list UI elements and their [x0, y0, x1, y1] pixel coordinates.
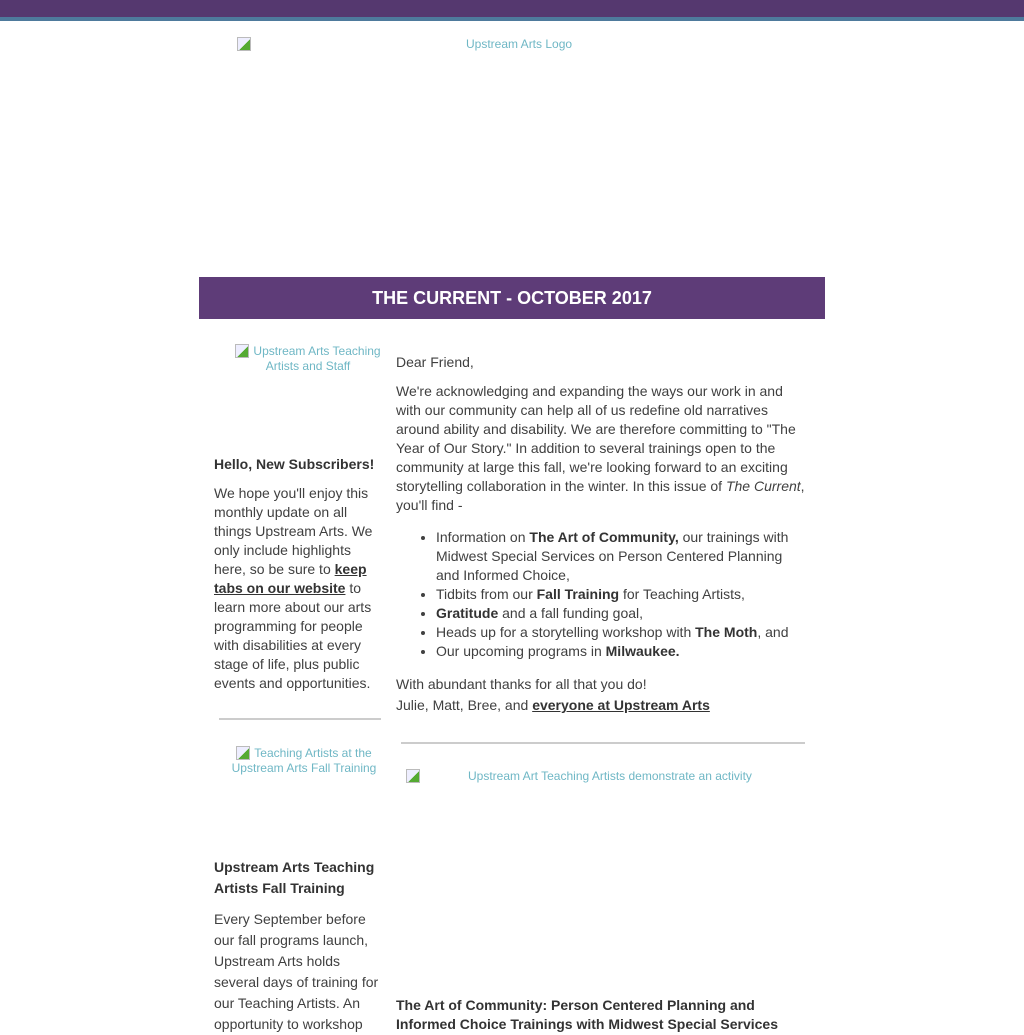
thanks-line: With abundant thanks for all that you do! [396, 676, 647, 692]
list-item: • Heads up for a storytelling workshop with The Moth, and [436, 623, 808, 642]
broken-image-icon [236, 746, 250, 760]
logo-image [237, 37, 787, 52]
fall-training-image [224, 746, 384, 776]
text: We're acknowledging and expanding the ways our work in and with our community can help all of us redefine old narratives around ability and disability. We are therefore committing to "The Year of Our Story." In addition to several trainings open to the community at large this fall, we're looking forward to an exciting storytelling collaboration in the winter. In this issue of [396, 383, 796, 494]
issue-contents-list [396, 528, 808, 661]
text: We hope you'll enjoy this monthly update on all things Upstream Arts. We only include highlights here, so be sure to [214, 485, 373, 577]
heading-new-subscribers: Hello, New Subscribers! [214, 456, 375, 472]
intro-paragraph [396, 382, 808, 515]
broken-image-icon [406, 769, 420, 783]
greeting: Dear Friend, [396, 354, 474, 370]
newsletter-banner: THE CURRENT - OCTOBER 2017 [199, 277, 825, 319]
broken-image-icon [235, 344, 249, 358]
subscriber-paragraph [214, 484, 384, 693]
fall-training-paragraph: Every September before our fall programs launch, Upstream Arts holds several days of training for our Teaching Artists. An opportunity to workshop [214, 911, 379, 1032]
text: , you'll find - [396, 478, 805, 513]
list-item: • Gratitude and a fall funding goal, [436, 604, 808, 623]
top-stripe [0, 17, 1024, 21]
upstream-arts-link[interactable]: everyone at Upstream Arts [532, 697, 710, 713]
signoff [396, 696, 710, 715]
heading-fall-training: Upstream Arts Teaching Artists Fall Training [214, 859, 375, 896]
list-item: • Tidbits from our Fall Training for Teaching Artists, [436, 585, 808, 604]
heading-art-of-community: The Art of Community: Person Centered Planning and Informed Choice Trainings with Midwest Special Services [396, 997, 778, 1032]
divider [401, 742, 805, 744]
divider [219, 718, 381, 720]
text: to learn more about our arts programming for people with disabilities at every stage of life, plus public events and opportunities. [214, 580, 372, 691]
image-alt-text: Upstream Arts Teaching Artists and Staff [253, 344, 381, 373]
broken-image-icon [237, 37, 251, 51]
text: Julie, Matt, Bree, and [396, 697, 533, 713]
image-alt-text: Teaching Artists at the Upstream Arts Fall Training [231, 746, 377, 775]
list-item: • Our upcoming programs in Milwaukee. [436, 642, 808, 661]
logo-alt-text: Upstream Arts Logo [466, 37, 573, 51]
top-bar [0, 0, 1024, 17]
activity-image [406, 769, 806, 784]
newsletter-name: The Current [725, 478, 801, 494]
list-item: • Information on The Art of Community, our trainings with Midwest Special Services on Person Centered Planning and Informed Choice, [436, 528, 808, 585]
image-alt-text: Upstream Art Teaching Artists demonstrate an activity [468, 769, 752, 783]
website-link[interactable]: keep tabs on our website [214, 561, 367, 596]
staff-image [224, 344, 392, 374]
